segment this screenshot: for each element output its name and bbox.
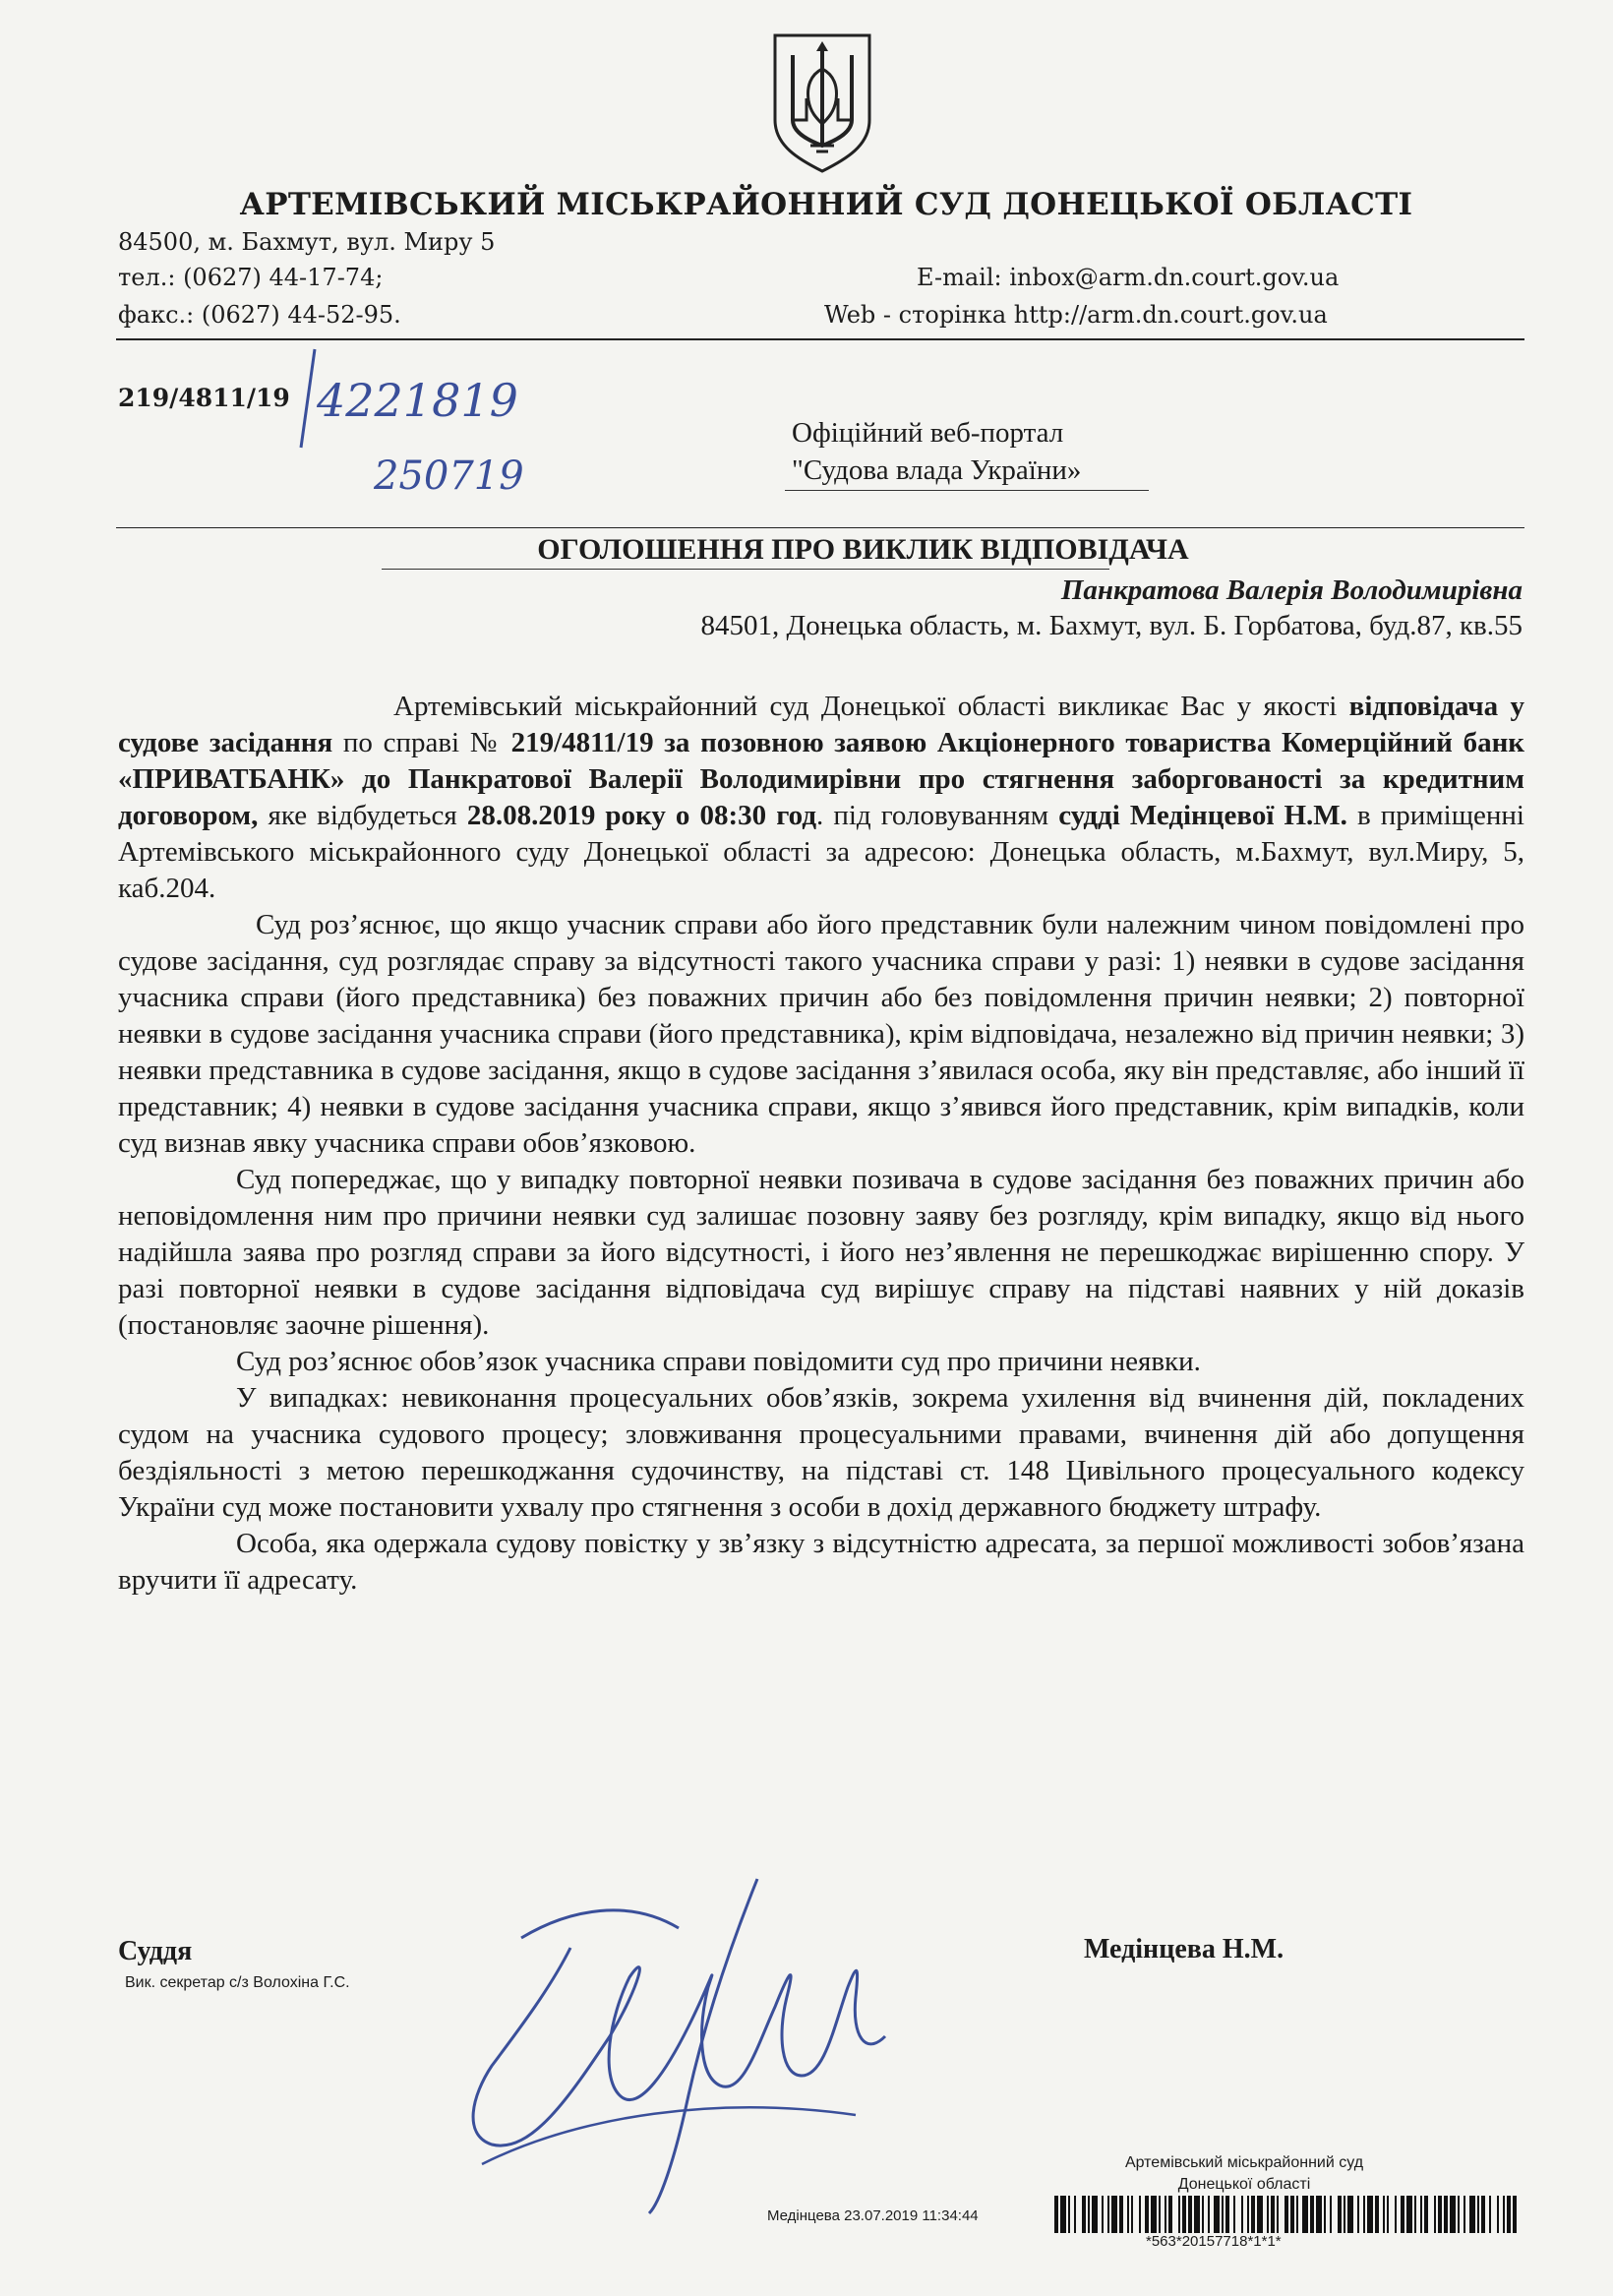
respondent-address: 84501, Донецька область, м. Бахмут, вул. Б. Горбатова, буд.87, кв.55 (700, 610, 1523, 641)
barcode (1054, 2196, 1517, 2233)
announcement-title: ОГОЛОШЕННЯ ПРО ВИКЛИК ВІДПОВІДАЧА (537, 533, 1189, 566)
secretary-note: Вик. секретар с/з Волохіна Г.С. (125, 1974, 350, 1991)
paragraph-warning: Суд попереджає, що у випадку повторної неявки позивача в судове засідання без поважних причин або неповідомлення ним про причини неявки суд залишає позовну заяву без розгляду, крім випадку, якщо від нього надійшла заява про розгляд справи за його відсутності, і його нез’явлення не перешкоджає вирішенню спору. У разі повторної неявки в судове засідання відповідача суд вирішує справу на підставі наявних у ній доказів (постановляє заочне рішення). (118, 1164, 1524, 1341)
title-divider (116, 527, 1524, 528)
handwritten-registration-note (295, 339, 551, 512)
court-name: АРТЕМІВСЬКИЙ МІСЬКРАЙОННИЙ СУД ДОНЕЦЬКОЇ ОБЛАСТІ (239, 187, 1413, 222)
court-website: Web - сторінка http://arm.dn.court.gov.ua (824, 301, 1328, 329)
announcement-underline (382, 569, 1109, 570)
court-phone: тел.: (0627) 44-17-74; (118, 264, 384, 291)
respondent-name: Панкратова Валерія Володимирівна (1060, 574, 1523, 606)
court-fax: факс.: (0627) 44-52-95. (118, 301, 401, 329)
handwritten-line2: 250719 (374, 453, 524, 499)
paragraph-summons: Артемівський міськрайонний суд Донецької області викликає Вас у якості відповідача у судове засідання по справі № 219/4811/19 за позовною заявою Акціонерного товариства Комерційний банк «ПРИВАТБАНК» до Панкратової Валерії Володимирівни про стягнення заборгованості за кредитним договором, яке відбудеться 28.08.2019 року о 08:30 год. під головуванням судді Медінцевої Н.М. в приміщенні Артемівського міськрайонного суду Донецької області за адресою: Донецька область, м.Бахмут, вул.Миру, 5, каб.204. (118, 691, 1524, 904)
coat-of-arms-icon (767, 30, 877, 177)
stamp-court-line1: Артемівський міськрайонний суд (1124, 2154, 1364, 2171)
paragraph-explanation: Суд роз’яснює, що якщо учасник справи або його представник були належним чином повідомлені про судове засідання, суд розглядає справу за відсутності такого учасника справи у разі: 1) неявки в судове засідання учасника справи (його представника) без поважних причин або без повідомлення причин неявки; 2) повторної неявки в судове засідання учасника справи (його представника), крім відповідача, незалежно від причин неявки; 3) неявки представника в судове засідання, якщо в судове засідання з’явилася особа, яку він представляє, або інший її представник; 4) неявки в судове засідання учасника справи, якщо з’явився його представник, крім випадків, коли суд визнав явку учасника справи обов’язковою. (118, 909, 1524, 1159)
paragraph-fine: У випадках: невиконання процесуальних обов’язків, зокрема ухилення від вчинення дій, покладених судом на учасника судового процесу; зловживання процесуальними правами, вчинення дій або допущення бездіяльності з метою перешкоджання судочинству, на підставі ст. 148 Цивільного процесуального кодексу України суд може постановити ухвалу про стягнення з особи в дохід державного бюджету штрафу. (118, 1382, 1524, 1523)
handwritten-line1: 4221819 (317, 374, 518, 427)
stamp-court-line2: Донецької області (1177, 2176, 1311, 2193)
paragraph-duty: Суд роз’яснює обов’язок учасника справи повідомити суд про причини неявки. (236, 1346, 1201, 1377)
paragraph-delivery: Особа, яка одержала судову повістку у зв’язку з відсутністю адресата, за першої можливості зобов’язана вручити її адресату. (118, 1528, 1524, 1596)
stamp-signed-by: Медінцева 23.07.2019 11:34:44 (767, 2207, 979, 2224)
handwritten-signature (462, 1869, 915, 2223)
barcode-number: *563*20157718*1*1* (1146, 2233, 1282, 2250)
judge-name: Медінцева Н.М. (1084, 1934, 1284, 1964)
recipient-underline (785, 490, 1149, 491)
court-address: 84500, м. Бахмут, вул. Миру 5 (118, 228, 496, 256)
recipient-line1: Офіційний веб-портал (792, 417, 1064, 449)
recipient-line2: "Судова влада України» (792, 454, 1082, 486)
judge-label: Суддя (118, 1936, 193, 1966)
stamp-court (1082, 2152, 1406, 2196)
case-number: 219/4811/19 (118, 384, 290, 412)
announcement-body (118, 689, 1524, 1599)
court-email: E-mail: inbox@arm.dn.court.gov.ua (917, 264, 1340, 291)
